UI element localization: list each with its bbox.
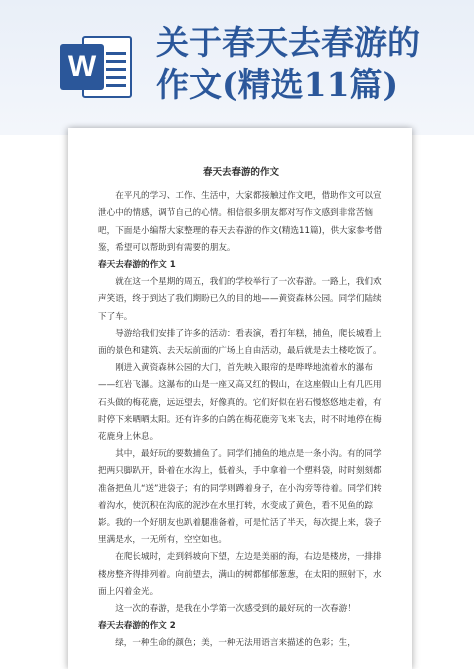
essay-1-paragraph: 导游给我们安排了许多的活动：看表演，看打年糕，捕鱼，爬长城看上面的景色和建筑、去天坛前面的广场上自由活动，最后就是去土楼吃饭了。 <box>98 328 382 357</box>
essay-1-heading: 春天去春游的作文 1 <box>98 260 176 271</box>
article-title: 春天去春游的作文 <box>202 167 279 178</box>
essay-1-paragraph: 这一次的春游，是我在小学第一次感受到的最好玩的一次春游！ <box>115 604 356 615</box>
page-title-line-2: 作文(精选11篇) <box>156 65 399 104</box>
word-document-icon <box>60 36 132 98</box>
header-banner <box>0 0 474 135</box>
essay-1-paragraph: 就在这一个星期的周五，我们的学校举行了一次春游。一路上，我们欢声笑语，终于到达了我们期盼已久的目的地——黄资森林公园。同学们陆续下了车。 <box>98 277 382 322</box>
intro-paragraph: 在平凡的学习、工作、生活中，大家都接触过作文吧，借助作文可以宣泄心中的情感，调节自己的心情。相信很多朋友都对写作文感到非常苦恼吧，下面是小编帮大家整理的春天去春游的作文(精选11篇)，供大家参考借鉴，希望可以帮助到有需要的朋友。 <box>98 191 383 253</box>
essay-1-paragraph: 刚进入黄资森林公园的大门，首先映入眼帘的是哗哗地流着水的瀑布——红岩飞瀑。这瀑布的山是一座又高又红的假山，在这座假山上有几匹用石头做的梅花鹿，远远望去，好像真的。它们好似在岩石慢悠悠地走着，有时停下来晒晒太阳。还有许多的白鸽在梅花鹿旁飞来飞去，时不时地停在梅花鹿身上休息。 <box>98 363 382 443</box>
essay-2-heading: 春天去春游的作文 2 <box>98 621 176 632</box>
essay-1-paragraph: 其中，最好玩的要数捕鱼了。同学们捕鱼的地点是一条小沟。有的同学把两只脚趴开，卧着在水沟上，低着头，手中拿着一个塑料袋，时时刻刻都准备把鱼儿“送”进袋子；有的同学则蹲着身子，在小沟旁等待着。同学们转着沟水，使沉积在沟底的泥沙在水里打转，水变成了黄色，看不见鱼的踪影。我的一个好朋友也趴着腿准备着，可是忙活了半天，每次提上来，袋子里满是水，一无所有，空空如也。 <box>98 449 382 546</box>
page-title <box>156 22 466 106</box>
document-body <box>98 164 384 653</box>
document-page <box>68 128 412 669</box>
word-icon-letter: W <box>60 44 104 90</box>
essay-1-paragraph: 在爬长城时，走到斜坡向下望，左边是美丽的海，右边是楼房，一排排楼房整齐得排列着。向前望去，满山的树都郁郁葱葱，在太阳的照射下，水面上闪着金光。 <box>98 552 382 597</box>
essay-2-paragraph: 绿，一种生命的颜色；美，一种无法用语言来描述的色彩；生， <box>115 638 356 649</box>
page-title-line-1: 关于春天去春游的 <box>156 23 420 62</box>
